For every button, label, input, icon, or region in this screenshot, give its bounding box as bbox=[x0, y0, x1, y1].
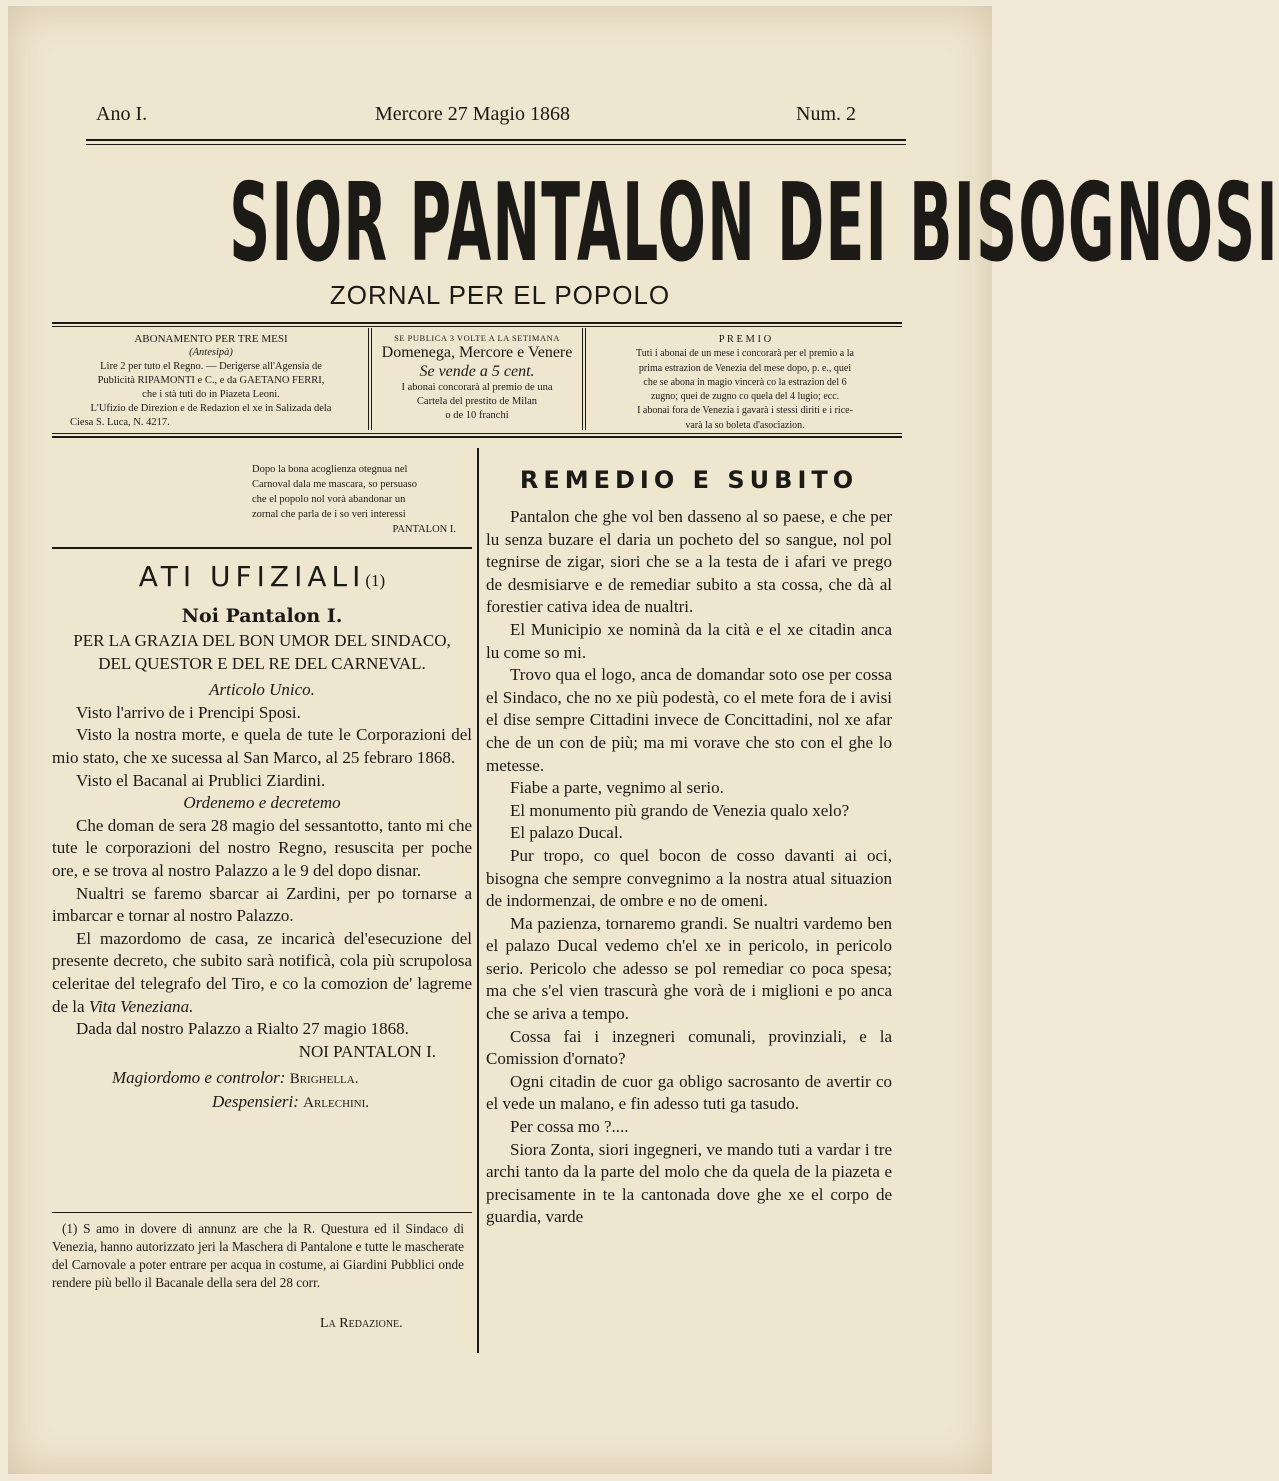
info-middle-line: o de 10 franchi bbox=[445, 410, 509, 421]
info-right-line: che se abona in magio vincerà co la estrazion del 6 bbox=[643, 376, 847, 388]
role-name: Brighella. bbox=[289, 1071, 359, 1088]
paragraph-text: El mazordomo de casa, ze incaricà del'esecuzione del presente decreto, che subito sarà notificà, cola più scrupolosa celeritae del telegrafo del Tiro, e co la comozion de' lagreme de la bbox=[52, 928, 472, 1016]
info-right-line: Tuti i abonai de un mese i concorarà per el premio a la bbox=[636, 348, 854, 360]
info-middle-heading: SE PUBLICA 3 VOLTE A LA SETIMANA bbox=[394, 333, 560, 343]
info-left-line: Lire 2 per tuto el Regno. — Derigerse all'Agensia de bbox=[100, 361, 322, 372]
masthead-title: SIOR PANTALON DEI BISOGNOSI bbox=[229, 161, 1279, 286]
info-middle-days: Domenega, Mercore e Venere bbox=[381, 344, 573, 361]
paragraph: Cossa fai i inzegneri comunali, provinziali, e la Comission d'ornato? bbox=[486, 1026, 892, 1069]
paragraph: Pur tropo, co quel bocon de cosso davanti ai oci, bisogna che sempre convegnimo a la nostra atual situazion de indormenzai, de ombre e no de omeni. bbox=[486, 845, 892, 911]
info-left-subheading: (Antesipà) bbox=[189, 347, 233, 358]
header-rule-thin bbox=[86, 144, 906, 145]
paragraph: Siora Zonta, siori ingegneri, ve mando tuti a vardar i tre archi tanto da la parte del molo che da quela de la piazeta e precisamente in te la cantonada dove ghe xe el corpo de guardia, varde bbox=[486, 1139, 892, 1227]
info-rule-top bbox=[52, 322, 902, 324]
info-divider bbox=[585, 328, 586, 430]
role-line bbox=[52, 1067, 472, 1091]
info-rule-bottom-thick bbox=[52, 436, 902, 438]
info-left-line: L'Ufizio de Direzion e de Redazion el xe in Salizada dela bbox=[90, 403, 332, 414]
left-article-title: ATI UFIZIALI bbox=[138, 560, 366, 593]
paragraph: Visto la nostra morte, e quela de tute le Corporazioni del mio stato, che xe sucessa al San Marco, al 25 febraro 1868. bbox=[52, 725, 472, 767]
issue-year: Ano I. bbox=[96, 103, 148, 125]
paragraph: Trovo qua el logo, anca de domandar soto ose per cossa el Sindaco, che no xe più podestà, co el mete fora de i avisi el dise sempre Cittadini invece de Concittadini, nol xe afar che de un con de più; ma mi vorave che sto con el ghe lo metesse. bbox=[486, 665, 892, 775]
paragraph: Visto el Bacanal ai Prublici Ziardini. bbox=[76, 770, 326, 790]
epigraph-line: Dopo la bona acoglienza otegnua nel bbox=[252, 464, 408, 475]
info-rule-bottom bbox=[52, 433, 902, 434]
masthead-subtitle: ZORNAL PER EL POPOLO bbox=[329, 280, 671, 310]
info-left bbox=[56, 332, 366, 430]
epigraph-rule bbox=[52, 547, 472, 549]
paragraph bbox=[52, 928, 472, 1018]
paragraph: Che doman de sera 28 magio del sessantotto, tanto mi che tute le corporazioni del nostro Regno, resuscita per poche ore, e se trova al nostro Palazzo a le 9 del dopo disnar. bbox=[52, 815, 472, 880]
epigraph-line: zornal che parla de i so veri interessi bbox=[252, 509, 406, 520]
paragraph: Per cossa mo ?.... bbox=[510, 1117, 629, 1137]
info-left-line: Ciesa S. Luca, N. 4217. bbox=[70, 417, 170, 428]
info-left-line: che i stà tuti do in Piazeta Leoni. bbox=[142, 389, 280, 400]
role-label: Despensieri: bbox=[212, 1091, 299, 1111]
info-middle-line: Cartela del prestito de Milan bbox=[416, 396, 538, 407]
footnote: (1) S amo in dovere di annunz are che la R. Questura ed il Sindaco di Venezia, hanno autorizzato jeri la Maschera di Pantalone e tutte le mascherate del Carnovale a poter entrare per acqua in costume, ai Giardini Pubblici onde rendere più bello il Bacanale della sera del 28 corr. bbox=[52, 1221, 464, 1290]
paragraph: Nualtri se faremo sbarcar ai Zardini, per po tornarse a imbarcar e tornar al nostro Palazzo. bbox=[52, 883, 472, 926]
role-label: Magiordomo e controlor: bbox=[112, 1068, 286, 1088]
left-article-title-note: (1) bbox=[365, 571, 386, 590]
paragraph: El monumento più grando de Venezia qualo xelo? bbox=[510, 800, 850, 820]
article-heading: Articolo Unico. bbox=[209, 680, 315, 700]
info-right-line: prima estrazion de Venezia del mese dopo, p. e., quei bbox=[638, 362, 852, 374]
info-middle-line: I abonai concorarà al premio de una bbox=[401, 382, 553, 393]
grace-line-2: DEL QUESTOR E DEL RE DEL CARNEVAL. bbox=[98, 653, 426, 673]
footnote-signature: La Redazione. bbox=[320, 1316, 403, 1331]
info-middle-price: Se vende a 5 cent. bbox=[419, 363, 535, 380]
paper-name: Vita Veneziana. bbox=[88, 996, 194, 1016]
left-title-row bbox=[52, 560, 472, 602]
epigraph-line: Carnoval dala me mascara, so persuaso bbox=[252, 479, 418, 490]
info-right-heading: P R E M I O bbox=[718, 334, 772, 345]
info-divider bbox=[582, 328, 583, 430]
info-right bbox=[592, 333, 898, 433]
paragraph: Visto l'arrivo de i Prencipi Sposi. bbox=[76, 702, 301, 722]
decree-heading: Ordenemo e decretemo bbox=[183, 793, 341, 813]
paragraph: Ma pazienza, tornaremo grandi. Se nualtri vardemo ben el palazo Ducal vedemo ch'el xe in pericolo, in pericolo serio. Pericolo che adesso se pol remediar co poca spesa; ma che s'el vien trascurà ghe vorà de i miglioni e po anca che se ariva a tempo. bbox=[486, 913, 892, 1024]
epigraph bbox=[252, 462, 462, 537]
epigraph-signature: PANTALON I. bbox=[392, 524, 456, 535]
info-left-heading: ABONAMENTO PER TRE MESI bbox=[134, 333, 288, 345]
role-line bbox=[52, 1091, 472, 1115]
issue-number: Num. 2 bbox=[796, 103, 856, 125]
info-divider bbox=[368, 328, 369, 430]
left-article-subtitle: Noi Pantalon I. bbox=[181, 605, 343, 627]
issue-date: Mercore 27 Magio 1868 bbox=[375, 103, 570, 125]
paragraph: Fiabe a parte, vegnimo al serio. bbox=[510, 778, 724, 798]
paragraph: El palazo Ducal. bbox=[510, 823, 623, 843]
epigraph-line: che el popolo nol vorà abandonar un bbox=[252, 494, 406, 505]
role-name: Arlechini. bbox=[303, 1094, 370, 1111]
info-right-line: zugno; quei de zugno co quela del 4 lugio; ecc. bbox=[650, 391, 840, 403]
column-divider bbox=[477, 448, 479, 1353]
right-article bbox=[486, 466, 892, 1229]
right-article-title: REMEDIO E SUBITO bbox=[519, 466, 859, 494]
info-right-line: I abonai fora de Venezia i gavarà i stessi diriti e i rice- bbox=[637, 405, 853, 417]
paragraph: Dada dal nostro Palazzo a Rialto 27 magio 1868. bbox=[76, 1019, 409, 1039]
info-left-line: Publicità RIPAMONTI e C., e da GAETANO FERRI, bbox=[97, 375, 325, 386]
paragraph: El Municipio xe nominà da la cità e el xe citadin anca lu come so mi. bbox=[486, 619, 892, 662]
decree-signature: NOI PANTALON I. bbox=[298, 1041, 436, 1061]
paragraph: Ogni citadin de cuor ga obligo sacrosanto de avertir co el vede un malano, e fin adesso tuti ga tasudo. bbox=[486, 1071, 892, 1114]
grace-line-1: PER LA GRAZIA DEL BON UMOR DEL SINDACO, bbox=[73, 631, 451, 650]
left-article bbox=[52, 560, 472, 1114]
paragraph: Pantalon che ghe vol ben dasseno al so paese, e che per lu senza buzare el daria un pocheto del so sangue, nol pol tegnirse de zigar, siori che se a la testa de i afari ve prego de desmisiarve e de remediar subito a sta cossa, che dà al forestier cativa idea de nualtri. bbox=[486, 507, 892, 617]
info-middle bbox=[372, 333, 582, 423]
footnote-rule bbox=[52, 1212, 472, 1213]
masthead-title-box bbox=[100, 161, 1279, 286]
info-rule-top-thin bbox=[52, 326, 902, 327]
info-right-line: varà la so boleta d'asociazion. bbox=[685, 419, 805, 431]
header-rule bbox=[86, 139, 906, 141]
